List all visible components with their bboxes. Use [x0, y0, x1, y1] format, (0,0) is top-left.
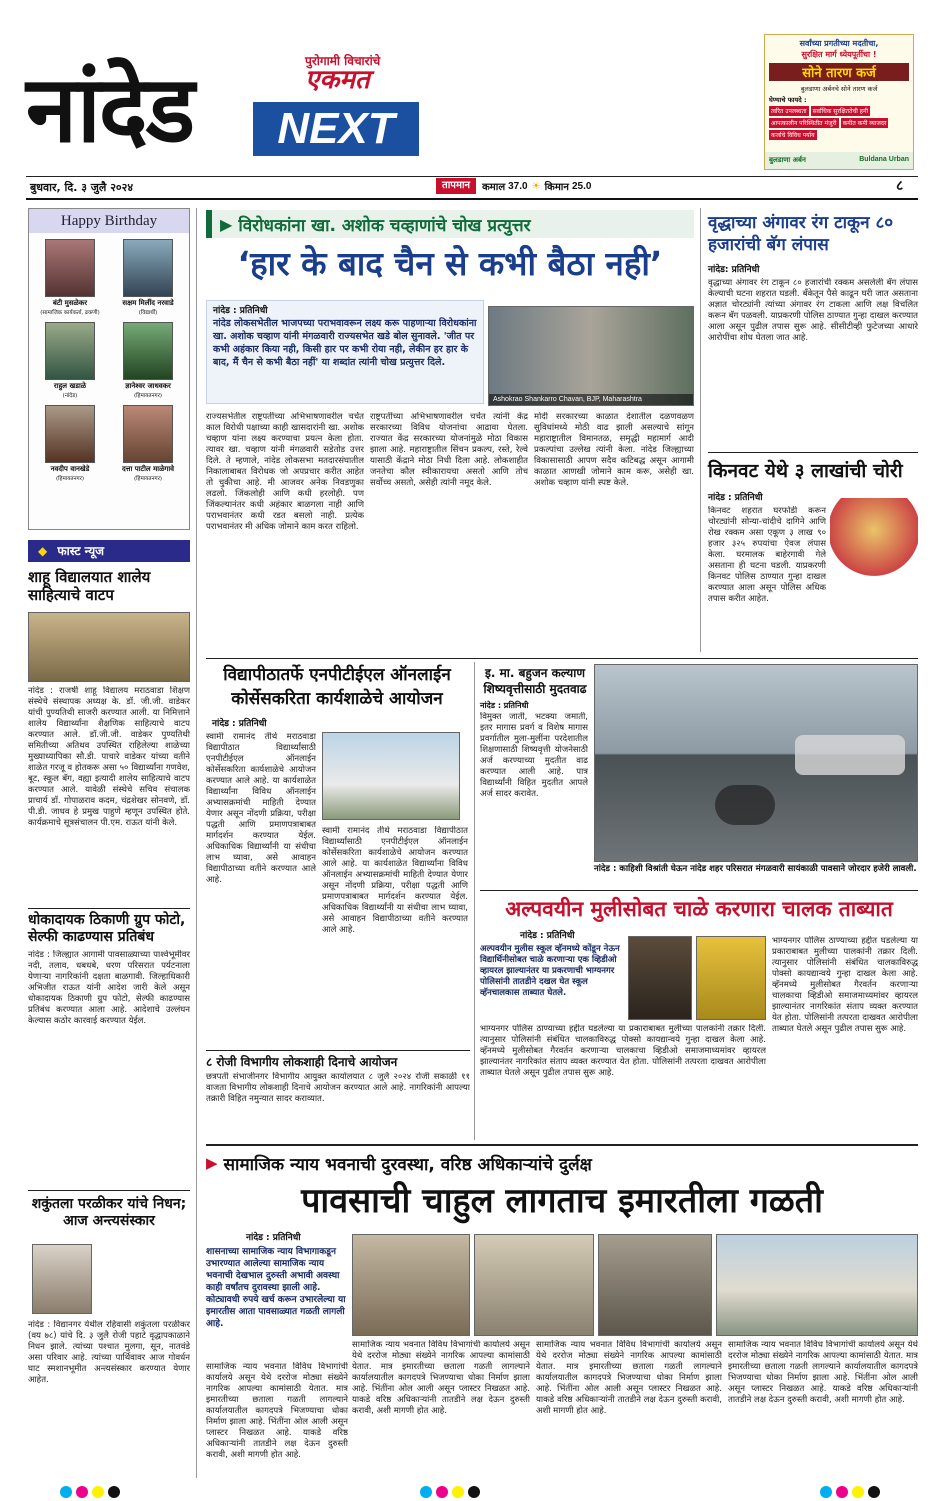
column-rule [700, 208, 701, 652]
birthday-card [111, 322, 185, 399]
building-kicker-text: सामाजिक न्याय भवनाची दुरवस्था, वरिष्ठ अधिकाऱ्यांचे दुर्लक्ष [223, 1154, 592, 1175]
column-rule [474, 662, 475, 1140]
lokshahi-headline: ८ रोजी विभागीय लोकशाही दिनाचे आयोजन [206, 1055, 398, 1069]
person-photo [123, 239, 173, 297]
person-name: बंटी मुसळेकर [52, 299, 88, 307]
building-intro: शासनाच्या सामाजिक न्याय विभागाकडून उभारण्यात आलेल्या सामाजिक न्याय भवनाची देखभाल दुरुस्ती अभावी अवस्था काही वर्षांतच दुरावस्था झाली आहे. कोट्यावधी रुपये खर्च करून उभारलेल्या या इमारतीस आता पावसाळ्यात गळती लागली आहे. [206, 1247, 346, 1329]
issue-date: बुधवार, दि. ३ जुलै २०२४ [30, 181, 134, 194]
lead-body: मोदी सरकारच्या काळात देशातील दळणवळण सुविधांमध्ये मोठी वाढ झाली असल्याचे सांगून महाराष्ट्रातील विमानतळ, समृद्धी महामार्ग आदी प्रकल्पांचा उल्लेख त्यांनी केला. नांदेड जिल्ह्याच्या विकासासाठी आपण सदैव कटिबद्ध असून आगामी काळात आणखी जोमाने काम करू, असेही खा. अशोक चव्हाण यांनी स्पष्ट केले. [534, 412, 694, 488]
building-headline: पावसाची चाहुल लागताच इमारतीला गळती [301, 1181, 823, 1221]
registration-mark-yellow [452, 1486, 464, 1498]
peeling-plaster-photo [598, 1234, 712, 1336]
damaged-wall-photo [474, 1234, 594, 1336]
ad-sub: बुलडाणा अर्बनचे सोने तारण कर्ज [800, 85, 878, 93]
school-event-photo [28, 612, 190, 682]
rain-photo-caption: नांदेड : काहिशी विश्रांती घेऊन नांदेड शहर परिसरात मंगळवारी सायंकाळी पावसाने जोरदार हजेरी लावली. [594, 864, 917, 874]
sun-icon: ☀ [531, 180, 541, 192]
scholarship-pre: इ. मा. बहुजन कल्याण [484, 666, 586, 680]
masthead-title: नांदेड [26, 56, 193, 163]
birthday-card [33, 405, 107, 482]
lead-photo [488, 306, 694, 406]
registration-mark-cyan [420, 1486, 432, 1498]
kinwat-theft-body: किनवट शहरात घरफोडी करून चोरट्यांनी सोन्या-चांदीचे दागिने आणि रोख रक्कम असा एकूण ३ लाख ९० हजार ३२५ रुपयांचा ऐवज लंपास केला. घरमालक बाहेरगावी गेले असताना ही घटना घडली. याप्रकरणी किनवट पोलिस ठाण्यात गुन्हा दाखल करण्यात आला असून पोलिस अधिक तपास करीत आहेत. [708, 506, 826, 604]
news-headline: शकुंतला परळीकर यांचे निधन; आज अन्त्यसंस्कार [31, 1196, 187, 1229]
person-photo [123, 405, 173, 463]
max-value: 37.0 [508, 180, 528, 192]
building-kicker [206, 1150, 918, 1176]
ad-benefit: कर्जाचे विविध पर्याय [771, 132, 815, 139]
masthead-next: NEXT [253, 102, 419, 156]
play-icon: ▶ [206, 1154, 218, 1172]
column-rule [196, 208, 197, 1478]
ad-title: सोने तारण कर्ज [769, 63, 909, 81]
person-role: (हिमायतनगर) [133, 393, 163, 399]
registration-mark-black [468, 1486, 480, 1498]
birthday-card [33, 239, 107, 316]
weather-label: तापमान [436, 178, 476, 194]
driver-headline: अल्पवयीन मुलीसोबत चाळे करणारा चालक ताब्यात [505, 897, 893, 921]
birthday-title: Happy Birthday [29, 209, 189, 233]
max-label: कमाल [482, 182, 506, 193]
building-body: सामाजिक न्याय भवनात विविध विभागांची कार्यालये असून येथे दररोज मोठ्या संख्येने नागरिक आपल्या कामांसाठी येतात. मात्र इमारतीच्या छताला गळती लागल्याने कार्यालयातील कागदपत्रे भिजण्याचा धोका निर्माण झाला आहे. भिंतींना ओल आली असून प्लास्टर निखळत आहे. याकडे वरिष्ठ अधिकाऱ्यांनी तातडीने लक्ष देऊन दुरुस्ती करावी, अशी मागणी होत आहे. [206, 1362, 348, 1460]
ad-benefit: आपत्कालीन परिस्थितीत मंजुरी [771, 120, 837, 127]
min-value: 25.0 [571, 180, 592, 192]
section-rule [206, 658, 918, 659]
lead-byline: नांदेड : प्रतिनिधी [213, 306, 268, 316]
bike-shape [715, 785, 775, 825]
divider [708, 452, 918, 453]
person-role: (हिमायतनगर) [133, 476, 163, 482]
news-body: नांदेड : जिल्ह्यात आगामी पावसाळ्याच्या पार्श्वभूमीवर नदी, तलाव, धबधबे, धरण परिसरात पर्यटनाला येणाऱ्या नागरिकांनी दक्षता बाळगावी. जिल्हाधिकारी अभिजीत राऊत यांनी आदेश जारी केले असून धोकादायक ठिकाणी ग्रुप फोटो, सेल्फी काढण्यास प्रतिबंध करण्यात आला आहे. आदेशाचे उल्लंघन केल्यास कठोर कारवाई करण्यात येईल. [28, 950, 190, 1026]
fast-news-title: फास्ट न्यूज [57, 544, 105, 558]
driver-body: भाग्यनगर पोलिस ठाण्याच्या हद्दीत घडलेल्या या प्रकाराबाबत मुलीच्या पालकांनी तक्रार दिली. त्यानुसार पोलिसांनी संबंधित चालकाविरुद्ध पोक्सो कायद्यान्वये गुन्हा दाखल केला आहे. व्हॅनमध्ये मुलीसोबत गैरवर्तन करणाऱ्या चालकाचा व्हिडीओ समाजमाध्यमांवर व्हायरल झाल्यानंतर नागरिकांत संताप व्यक्त करण्यात येत होता. पोलिसांनी तत्परता दाखवत आरोपीला ताब्यात घेतले असून पुढील तपास सुरू आहे. [480, 1024, 766, 1078]
person-name: नवदीप वानखेडे [50, 465, 90, 473]
divider [28, 1190, 190, 1191]
registration-mark-cyan [820, 1486, 832, 1498]
thief-illustration [830, 498, 918, 578]
person-photo [45, 405, 95, 463]
person-role: (नांदेड) [62, 393, 78, 399]
person-name: दत्ता पाटील माळेगावे [121, 465, 175, 473]
person-name: राहुल खडाळे [53, 382, 87, 390]
social-justice-building-photo [716, 1234, 918, 1336]
masthead-tagline: पुरोगामी विचारांचे [305, 54, 381, 68]
page-number: ८ [896, 178, 904, 194]
registration-mark-cyan [60, 1486, 72, 1498]
leaking-ceiling-photo [352, 1234, 470, 1336]
course-body-cont: स्वामी रामानंद तीर्थ मराठवाडा विद्यापीठात विद्यार्थ्यांसाठी एनपीटीईएल ऑनलाईन कोर्सेसकरिता कार्यशाळेचे आयोजन करण्यात आले आहे. या कार्यशाळेत विद्यार्थ्यांना विविध ऑनलाईन अभ्यासक्रमांची माहिती देण्यात येणार असून नोंदणी प्रक्रिया, परीक्षा पद्धती आणि प्रमाणपत्राबाबत मार्गदर्शन करण्यात येईल. अधिकाधिक विद्यार्थ्यांनी या संधीचा लाभ घ्यावा, असे आवाहन विद्यापीठाच्या वतीने करण्यात आले आहे. [322, 826, 468, 935]
registration-mark-yellow [852, 1486, 864, 1498]
person-role: (सामाजिक कार्यकर्ता, ढकणी) [40, 310, 100, 316]
bag-theft-body: वृद्धाच्या अंगावर रंग टाकून ८० हजारांची रक्कम असलेली बॅग लंपास केल्याची घटना शहरात घडली. बँकेतून पैसे काढून घरी जात असताना अज्ञात चोरट्यांनी त्यांच्या अंगावर रंग टाकला आणि लक्ष विचलित करून बॅग पळवली. याप्रकरणी पोलिस ठाण्यात गुन्हा दाखल करण्यात आला असून पुढील तपास सुरू आहे. सीसीटीव्ही फुटेजच्या आधारे आरोपींचा शोध घेतला जात आहे. [708, 278, 918, 343]
scholarship-byline: नांदेड : प्रतिनिधी [480, 701, 529, 710]
ad-bank-en: Buldana Urban [859, 156, 909, 163]
scholarship-headline: शिष्यवृत्तीसाठी मुदतवाढ [483, 682, 587, 696]
birthday-card [33, 322, 107, 399]
section-rule [206, 1144, 918, 1146]
rain-street-photo [594, 664, 918, 862]
course-body: स्वामी रामानंद तीर्थ मराठवाडा विद्यापीठात विद्यार्थ्यांसाठी एनपीटीईएल ऑनलाईन कोर्सेसकरिता कार्यशाळेचे आयोजन करण्यात आले आहे. या कार्यशाळेत विद्यार्थ्यांना विविध ऑनलाईन अभ्यासक्रमांची माहिती देण्यात येणार असून नोंदणी प्रक्रिया, परीक्षा पद्धती आणि प्रमाणपत्राबाबत मार्गदर्शन करण्यात येईल. अधिकाधिक विद्यार्थ्यांनी या संधीचा लाभ घ्यावा, असे आवाहन विद्यापीठाच्या वतीने करण्यात आले आहे. [206, 732, 316, 885]
registration-mark-yellow [92, 1486, 104, 1498]
driver-byline: नांदेड : प्रतिनिधी [520, 931, 575, 941]
ad-benefit: कमीत कमी व्याजदर [842, 120, 887, 127]
driver-photo [628, 936, 692, 1020]
registration-mark-magenta [76, 1486, 88, 1498]
course-byline: नांदेड : प्रतिनिधी [212, 719, 267, 729]
ad-line1: सर्वांच्या प्रगतीच्या मदतीचा, [799, 39, 879, 48]
building-body-cont: सामाजिक न्याय भवनात विविध विभागांची कार्यालये असून येथे दररोज मोठ्या संख्येने नागरिक आपल्या कामांसाठी येतात. मात्र इमारतीच्या छताला गळती लागल्याने कार्यालयातील कागदपत्रे भिजण्याचा धोका निर्माण झाला आहे. भिंतींना ओल आली असून प्लास्टर निखळत आहे. याकडे वरिष्ठ अधिकाऱ्यांनी तातडीने लक्ष देऊन दुरुस्ती करावी, अशी मागणी होत आहे. [536, 1340, 722, 1416]
university-gate-photo [322, 732, 460, 820]
course-headline-2: कोर्सेसकरिता कार्यशाळेचे आयोजन [231, 689, 443, 709]
ad-benefits [765, 106, 913, 140]
ad-benefit: सर्वाधिक सुरक्षिततेची हमी [812, 108, 869, 115]
lead-photo-caption: Ashokrao Shankarro Chavan, BJP, Maharashtra [489, 394, 693, 405]
divider [206, 1050, 470, 1051]
lead-body: राज्यसभेतील राष्ट्रपतींच्या अभिभाषणावरील चर्चेत काल विरोधी पक्षाच्या काही खासदारांनी खा. अशोक चव्हाण यांना लक्ष्य करण्याचा प्रयत्न केला होता. त्यावर खा. चव्हाण यांनी मंगळवारी सडेतोड उत्तर दिले. ते म्हणाले, नांदेड लोकसभा मतदारसंघातील निकालाबाबत विरोधक जो अपप्रचार करीत आहेत तो चुकीचा आहे. मी आजवर अनेक निवडणुका लढलो. जिंकलोही आणि कधी हरलोही. पण जिंकल्यानंतर कधी अहंकार बाळगला नाही आणि पराभवानंतर कधी रडत बसलो नाही. प्रत्येक पराभवानंतर मी अधिक जोमाने काम करत राहिलो. [206, 412, 364, 532]
birthday-box [28, 208, 190, 530]
min-label: किमान [544, 182, 569, 193]
person-role: (हिमायतनगर) [55, 476, 85, 482]
ad-benefits-title: घेण्याचे फायदे : [769, 96, 807, 104]
lead-intro: नांदेड लोकसभेतील भाजपच्या पराभवावरून लक्ष्य करू पाहणाऱ्या विरोधकांना खा. अशोक चव्हाण यांनी मंगळवारी राज्यसभेत खडे बोल सुनावले. 'जीत पर कभी अहंकार किया नही, किसी हार पर कभी रोया नही, लेकीन हर हार के बाद, मैं चैन से कभी बैठा नहीं' या शब्दांत त्यांनी चोख प्रत्युत्तर दिले. [213, 318, 477, 368]
car-shape [795, 735, 905, 775]
gold-loan-ad[interactable] [764, 34, 914, 170]
divider [28, 908, 190, 909]
birthday-card [111, 405, 185, 482]
news-headline: धोकादायक ठिकाणी ग्रुप फोटो, सेल्फी काढण्यास प्रतिबंध [28, 912, 186, 945]
person-photo [45, 239, 95, 297]
masthead-brand: एकमत [305, 65, 370, 95]
date-rule [26, 176, 918, 177]
lead-intro-box [206, 300, 484, 404]
news-body: नांदेड : विद्यानगर येथील रहिवासी शकुंतला परळीकर (वय ७८) यांचे दि. ३ जुलै रोजी पहाटे वृद्धापकाळाने निधन झाले. त्यांच्या पश्चात मुलगा, सून, नातवंडे असा परिवार आहे. त्यांच्या पार्थिवावर आज गोवर्धन घाट स्मशानभूमीत अन्त्यसंस्कार करण्यात येणार आहेत. [28, 1320, 190, 1385]
registration-mark-black [108, 1486, 120, 1498]
building-byline: नांदेड : प्रतिनिधी [246, 1233, 301, 1243]
play-icon: ▶ [220, 214, 233, 234]
ad-benefit: त्वरित उपलब्धता [771, 108, 807, 115]
person-name: ज्ञानेश्वर जाधवकर [125, 382, 171, 390]
building-body-cont: सामाजिक न्याय भवनात विविध विभागांची कार्यालये असून येथे दररोज मोठ्या संख्येने नागरिक आपल्या कामांसाठी येतात. मात्र इमारतीच्या छताला गळती लागल्याने कार्यालयातील कागदपत्रे भिजण्याचा धोका निर्माण झाला आहे. भिंतींना ओल आली असून प्लास्टर निखळत आहे. याकडे वरिष्ठ अधिकाऱ्यांनी तातडीने लक्ष देऊन दुरुस्ती करावी, अशी मागणी होत आहे. [728, 1340, 918, 1405]
driver-intro: अल्पवयीन मुलीस स्कूल व्हॅनमध्ये कोंडून नेऊन विद्यार्थिनीसोबत चाळे करणाऱ्या एक व्हिडीओ व्हायरल झाल्यानंतर या प्रकरणाची भाग्यनगर पोलिसांनी तातडीने दखल घेत स्कूल व्हॅनचालकास ताब्यात घेतले. [480, 944, 620, 998]
bag-theft-headline: वृद्धाच्या अंगावर रंग टाकून ८० हजारांची बॅग लंपास [708, 213, 894, 255]
scholarship-body: विमुक्त जाती, भटक्या जमाती, इतर मागास प्रवर्ग व विशेष मागास प्रवर्गातील मुला-मुलींना परदेशातील शिक्षणासाठी शिष्यवृत्ती योजनेसाठी अर्ज करण्याच्या मुदतीत वाढ करण्यात आली आहे. पात्र विद्यार्थ्यांनी विहित मुदतीत आपले अर्ज सादर करावेत. [480, 712, 588, 799]
lead-kicker [206, 210, 694, 238]
registration-mark-magenta [436, 1486, 448, 1498]
kinwat-theft-headline: किनवट येथे ३ लाखांची चोरी [708, 460, 903, 482]
lead-headline: ‘हार के बाद चैन से कभी बैठा नही’ [237, 244, 663, 283]
date-rule-bottom [26, 198, 918, 200]
lead-body: राष्ट्रपतींच्या अभिभाषणावरील चर्चेत त्यांनी केंद्र सरकारच्या विविध योजनांचा आढावा घेतला. राज्यात केंद्र सरकारच्या योजनांमुळे मोठा विकास झाला आहे. महाराष्ट्रातील सिंचन प्रकल्प, रस्ते, रेल्वे यासाठी केंद्राने मोठा निधी दिला आहे. लोकशाहीत जनतेचा कौल स्वीकारायचा असतो आणि तोच सर्वोच्च असतो, असेही त्यांनी नमूद केले. [370, 412, 528, 488]
kinwat-theft-byline: नांदेड : प्रतिनिधी [708, 493, 763, 503]
news-headline: शाहू विद्यालयात शालेय साहित्याचे वाटप [28, 568, 151, 604]
ad-bank: बुलडाणा अर्बन [769, 156, 806, 164]
registration-mark-black [868, 1486, 880, 1498]
building-body-cont: सामाजिक न्याय भवनात विविध विभागांची कार्यालये असून येथे दररोज मोठ्या संख्येने नागरिक आपल्या कामांसाठी येतात. मात्र इमारतीच्या छताला गळती लागल्याने कार्यालयातील कागदपत्रे भिजण्याचा धोका निर्माण झाला आहे. भिंतींना ओल आली असून प्लास्टर निखळत आहे. याकडे वरिष्ठ अधिकाऱ्यांनी तातडीने लक्ष देऊन दुरुस्ती करावी, अशी मागणी होत आहे. [352, 1340, 530, 1416]
driver-body-cont: भाग्यनगर पोलिस ठाण्याच्या हद्दीत घडलेल्या या प्रकाराबाबत मुलीच्या पालकांनी तक्रार दिली. त्यानुसार पोलिसांनी संबंधित चालकाविरुद्ध पोक्सो कायद्यान्वये गुन्हा दाखल केला आहे. व्हॅनमध्ये मुलीसोबत गैरवर्तन करणाऱ्या चालकाचा व्हिडीओ समाजमाध्यमांवर व्हायरल झाल्यानंतर नागरिकांत संताप व्यक्त करण्यात येत होता. पोलिसांनी तत्परता दाखवत आरोपीला ताब्यात घेतले असून पुढील तपास सुरू आहे. [772, 936, 918, 1034]
school-van-photo [696, 936, 766, 1020]
lokshahi-body: छत्रपती संभाजीनगर विभागीय आयुक्त कार्यालयात ८ जुलै २०२४ रोजी सकाळी ११ वाजता विभागीय लोकशाही दिनाचे आयोजन करण्यात आले आहे. नागरिकांनी आपल्या तक्रारी विहित नमुन्यात सादर कराव्यात. [206, 1072, 470, 1104]
news-body: नांदेड : राजर्षी शाहू विद्यालय मराठवाडा शिक्षण संस्थेचे संस्थापक अध्यक्ष के. डॉ. जी.जी. वाडेकर यांची पुण्यतिथी साजरी करण्यात आली. या निमित्ताने शालेय विद्यार्थ्यांना शैक्षणिक साहित्याचे वाटप करण्यात आले. डॉ.जी.जी. वाडेकर पुण्यतिथी समितीच्या अतिथव उपस्थित राहिलेल्या शाळेच्या मुख्याध्यापिका सौ.डी. पाचारे वाडेकर यांच्या वतीने शाळेत गरजू व होतकरू असा ५० विद्यार्थ्यांना गणवेश, बूट, स्कूल बॅग, वह्या इत्यादी शालेय साहित्याचे वाटप करण्यात आले. यावेळी संस्थेचे सचिव संचालक प्राचार्य डॉ. गोपाळराव कदम, चंद्रशेखर सोनवणे, डॉ. पी.डी. जाधव हे प्रमुख पाहुणे म्हणून उपस्थित होते. कार्यक्रमाचे सूत्रसंचालन पी.एम. राऊत यांनी केले. [28, 686, 190, 828]
person-role: (विद्यार्थी) [138, 310, 158, 316]
person-name: सक्षम मिलींद नरवाडे [122, 299, 174, 307]
weather-strip [436, 178, 591, 194]
obituary-photo [32, 1244, 92, 1314]
registration-mark-magenta [836, 1486, 848, 1498]
course-headline-1: विद्यापीठातर्फे एनपीटीईएल ऑनलाईन [223, 665, 451, 685]
fast-news-label [28, 540, 190, 562]
kicker-text: विरोधकांना खा. अशोक चव्हाणांचे चोख प्रत्युत्तर [238, 215, 531, 236]
bag-theft-byline: नांदेड: प्रतिनिधी [708, 265, 760, 275]
arrow-icon: ◆ [38, 544, 48, 558]
person-photo [45, 322, 95, 380]
person-photo [123, 322, 173, 380]
birthday-card [111, 239, 185, 316]
ad-line2: सुरक्षित मार्ग ध्येयपूर्तीचा ! [801, 50, 877, 59]
divider [480, 890, 918, 891]
